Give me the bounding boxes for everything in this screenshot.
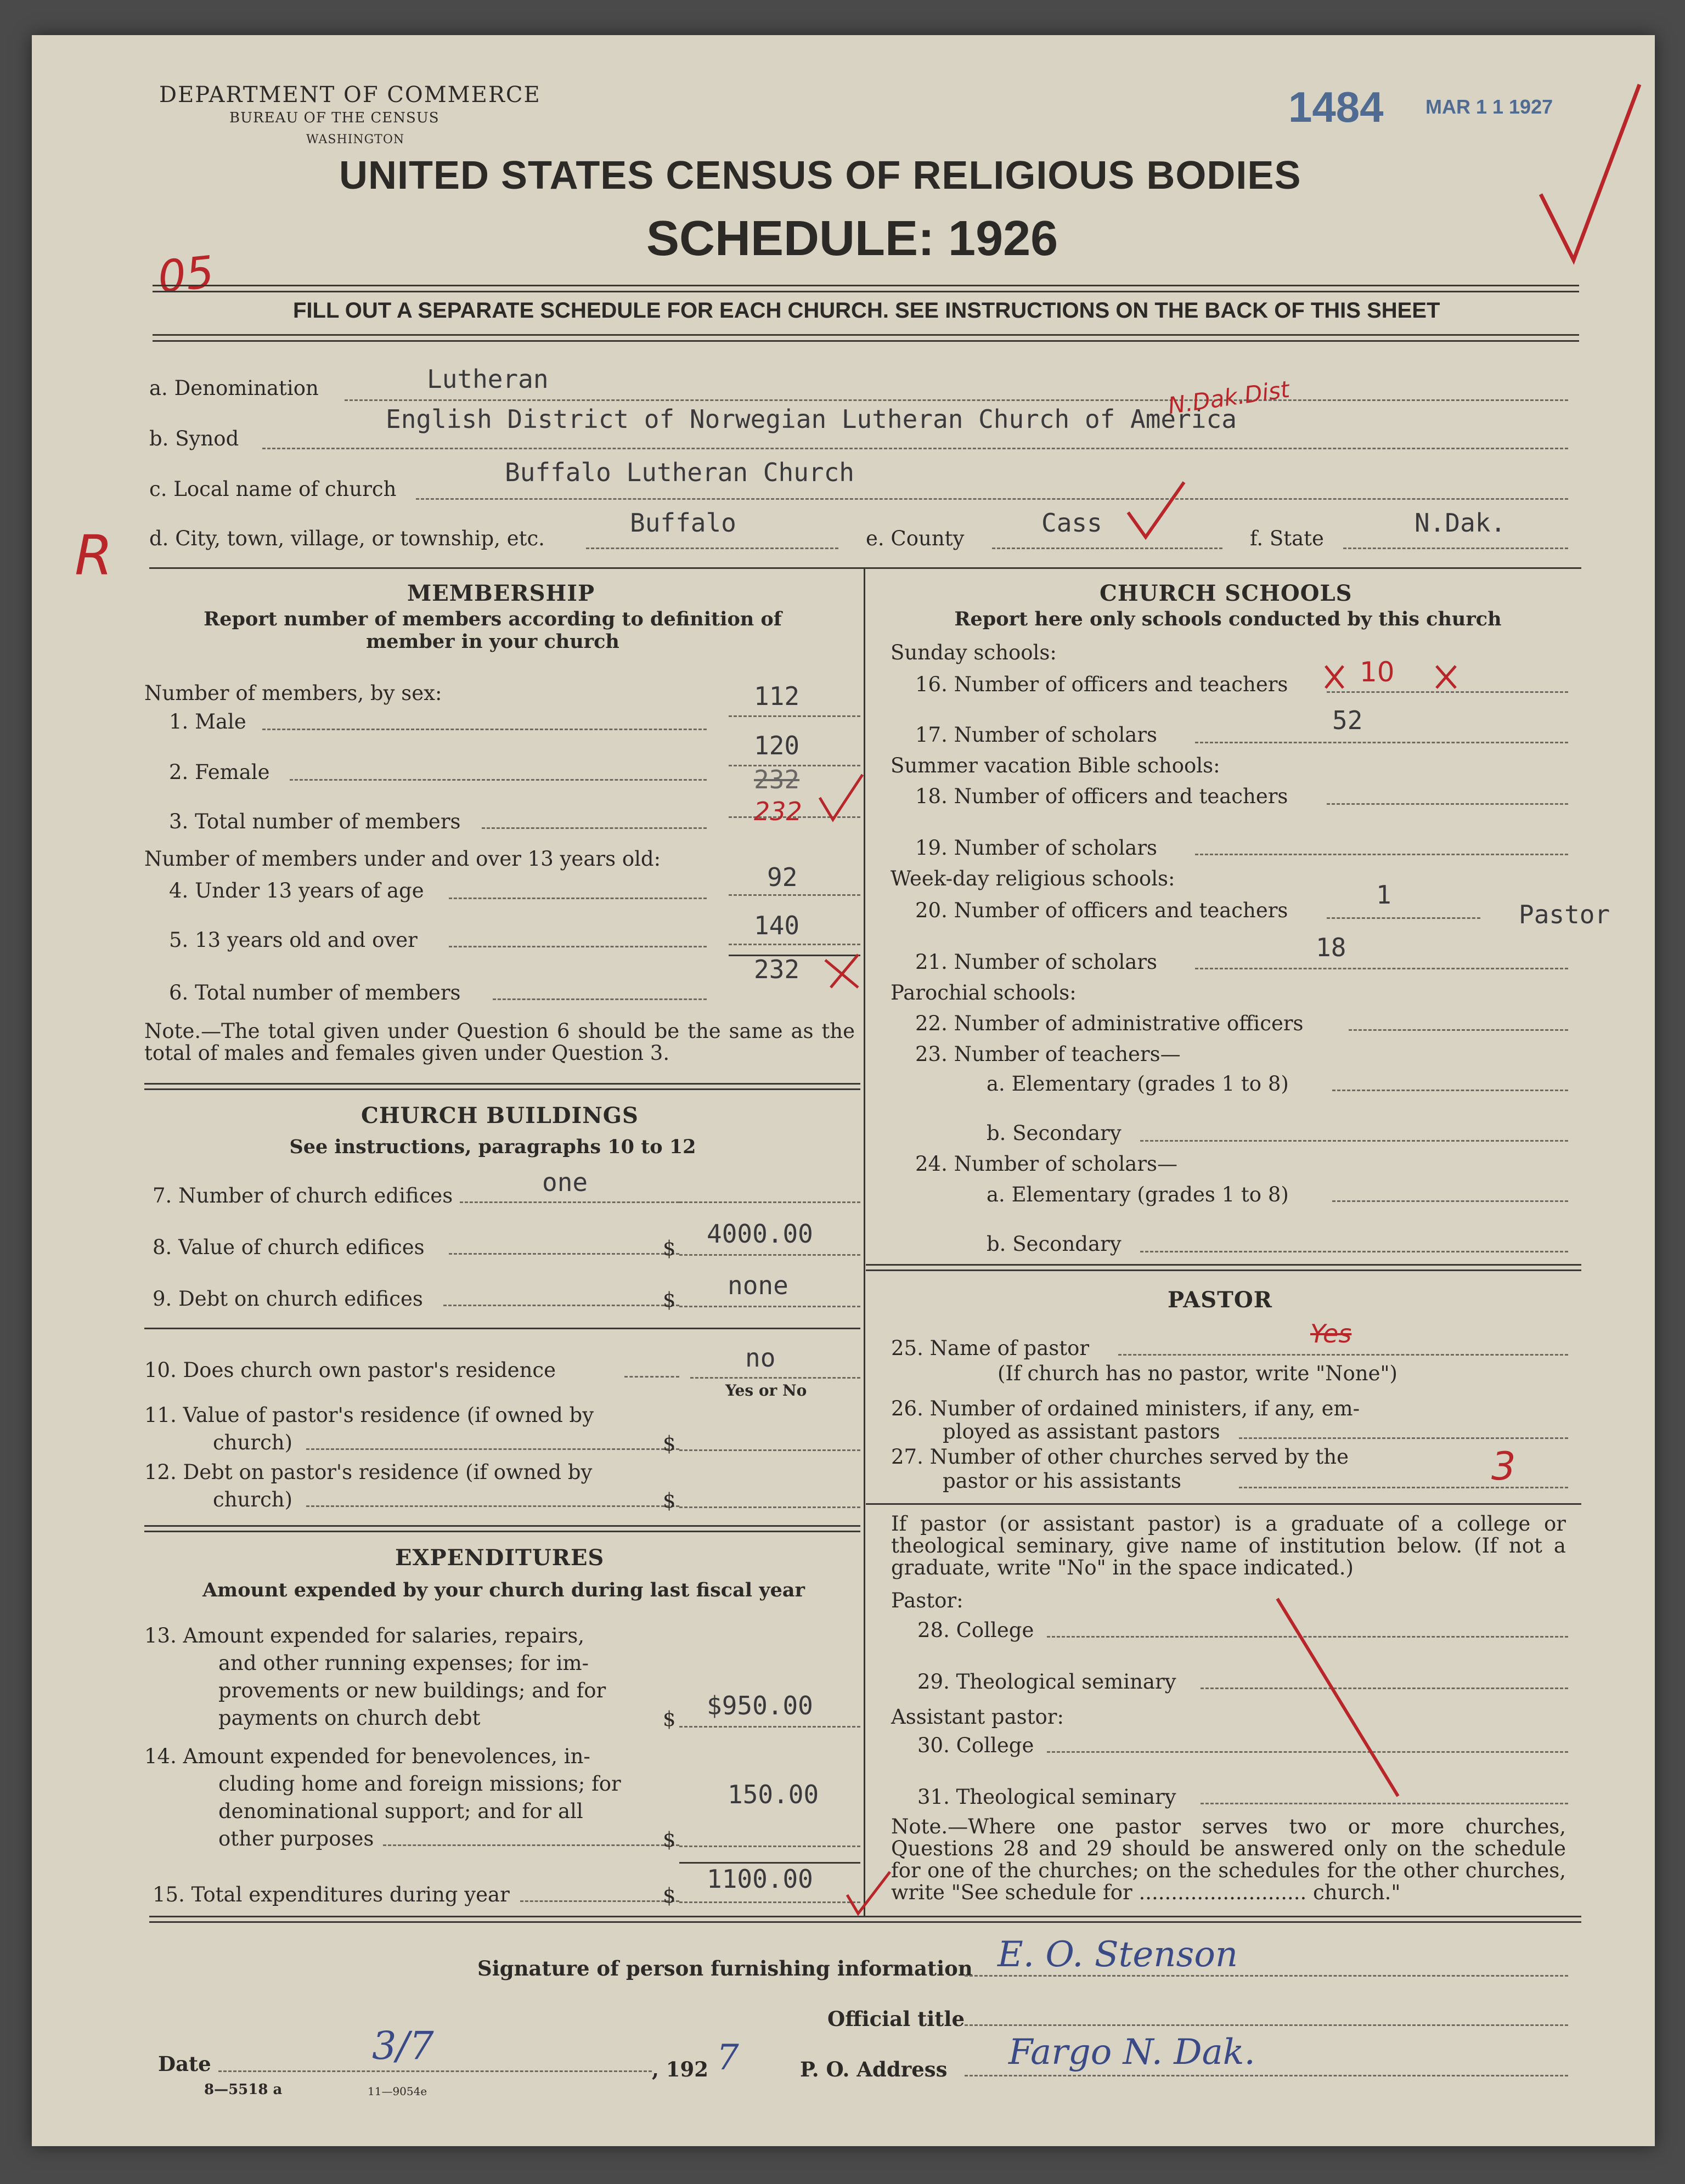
church-buildings-title: CHURCH BUILDINGS	[361, 1103, 639, 1128]
q17-label: 17. Number of scholars	[915, 723, 1158, 747]
schedule-title: SCHEDULE: 1926	[646, 211, 1058, 266]
church-name-value: Buffalo Lutheran Church	[505, 458, 854, 487]
synod-label: b. Synod	[149, 427, 239, 450]
red-check-q3	[816, 770, 866, 825]
q11-dollar: $	[663, 1432, 676, 1455]
q7-edifices-label: 7. Number of church edifices	[153, 1184, 453, 1207]
q15-total-value: 1100.00	[707, 1864, 813, 1894]
q9-debt-label: 9. Debt on church edifices	[153, 1287, 423, 1311]
city-heading: WASHINGTON	[306, 133, 405, 146]
q23b-label: b. Secondary	[987, 1121, 1122, 1145]
membership-title: MEMBERSHIP	[407, 580, 595, 606]
q24a-label: a. Elementary (grades 1 to 8)	[987, 1183, 1289, 1206]
q8-value-label: 8. Value of church edifices	[153, 1235, 425, 1259]
q14-line-1: 14. Amount expended for benevolences, in-	[144, 1745, 590, 1768]
red-code-mark: 05	[155, 246, 217, 303]
q27-label-2: pastor or his assistants	[943, 1469, 1181, 1493]
summer-schools-label: Summer vacation Bible schools:	[891, 754, 1220, 777]
q2-female-value: 120	[754, 731, 800, 760]
county-label: e. County	[866, 527, 965, 550]
county-value: Cass	[1041, 508, 1102, 538]
q3-total-value: 232	[754, 797, 802, 826]
church-schools-title: CHURCH SCHOOLS	[1100, 580, 1352, 606]
q16-label: 16. Number of officers and teachers	[915, 673, 1288, 696]
q22-label: 22. Number of administrative officers	[915, 1012, 1304, 1035]
sunday-schools-label: Sunday schools:	[891, 641, 1057, 664]
q11-value-label: 11. Value of pastor's residence (if owned by	[144, 1403, 594, 1427]
red-check-mark	[1535, 74, 1645, 271]
red-check-q15	[844, 1867, 893, 1917]
q14-line-3: denominational support; and for all	[218, 1799, 583, 1823]
print-number: 11—9054e	[368, 2085, 427, 2098]
synod-value: English District of Norwegian Lutheran Church of America	[386, 404, 1237, 434]
q28-label: 28. College	[917, 1618, 1034, 1642]
q3-struck-value: 232	[754, 765, 800, 794]
q26-label-1: 26. Number of ordained ministers, if any, em-	[891, 1397, 1360, 1420]
q6-total-label: 6. Total number of members	[169, 981, 461, 1004]
signature-value: E. O. Stenson	[998, 1934, 1238, 1975]
synod-handwritten-note: N.Dak.Dist	[1166, 375, 1292, 420]
expenditures-subtitle: Amount expended by your church during last fiscal year	[202, 1579, 805, 1601]
date-value: 3/7	[372, 2023, 434, 2068]
q12-church-label: church)	[213, 1488, 293, 1511]
city-value: Buffalo	[630, 508, 736, 538]
q31-label: 31. Theological seminary	[917, 1785, 1176, 1809]
membership-note: Note.—The total given under Question 6 should be the same as the total of males and females given under Question 3.	[144, 1019, 855, 1065]
year-prefix: , 192	[652, 2057, 708, 2081]
q1-male-label: 1. Male	[169, 710, 246, 733]
q25-label: 25. Name of pastor	[891, 1336, 1090, 1360]
q13-value: $950.00	[707, 1691, 813, 1720]
q29-label: 29. Theological seminary	[917, 1670, 1176, 1694]
q27-value: 3	[1491, 1444, 1516, 1489]
church-name-label: c. Local name of church	[149, 477, 397, 501]
pastor-sub-label: Pastor:	[891, 1589, 963, 1612]
weekday-schools-label: Week-day religious schools:	[891, 867, 1175, 890]
pastor-note: Note.—Where one pastor serves two or more churches, Questions 28 and 29 should be answered only on the schedule for one of the churches; on the schedules for the other churches, write "See schedule for .......................... church."	[891, 1815, 1566, 1904]
denomination-value: Lutheran	[427, 364, 549, 394]
q10-residence-label: 10. Does church own pastor's residence	[144, 1358, 556, 1382]
q13-line-1: 13. Amount expended for salaries, repairs,	[144, 1624, 585, 1647]
q2-female-label: 2. Female	[169, 760, 270, 784]
red-check-county	[1124, 474, 1190, 545]
q14-line-4: other purposes	[218, 1827, 374, 1850]
date-label: Date	[158, 2052, 211, 2076]
q6-total-value: 232	[754, 955, 800, 984]
department-heading: DEPARTMENT OF COMMERCE	[159, 82, 541, 108]
q17-value: 52	[1332, 706, 1363, 735]
form-number: 8—5518 a	[204, 2081, 283, 2098]
q9-debt-value: none	[728, 1271, 788, 1300]
po-address-value: Fargo N. Dak.	[1008, 2032, 1255, 2073]
q20-pastor-note: Pastor	[1519, 900, 1610, 929]
q27-label-1: 27. Number of other churches served by the	[891, 1445, 1349, 1469]
fill-out-instruction: FILL OUT A SEPARATE SCHEDULE FOR EACH CHURCH. SEE INSTRUCTIONS ON THE BACK OF THIS SHEET	[293, 298, 1440, 323]
q13-dollar: $	[663, 1707, 676, 1731]
q25-value: Yes	[1310, 1319, 1352, 1348]
q21-value: 18	[1316, 933, 1346, 962]
receipt-stamp-date: MAR 1 1 1927	[1425, 95, 1553, 118]
q4-under13-value: 92	[767, 862, 798, 892]
q23a-label: a. Elementary (grades 1 to 8)	[987, 1072, 1289, 1096]
q13-line-4: payments on church debt	[218, 1706, 481, 1730]
q1-male-value: 112	[754, 681, 800, 711]
official-title-label: Official title	[827, 2007, 965, 2031]
q24-label: 24. Number of scholars—	[915, 1152, 1178, 1176]
q23-label: 23. Number of teachers—	[915, 1042, 1181, 1066]
q12-dollar: $	[663, 1489, 676, 1513]
q12-debt-label: 12. Debt on pastor's residence (if owned by	[144, 1460, 593, 1484]
state-value: N.Dak.	[1415, 508, 1506, 538]
q8-value: 4000.00	[707, 1219, 813, 1249]
q18-label: 18. Number of officers and teachers	[915, 785, 1288, 808]
q5-over13-label: 5. 13 years old and over	[169, 928, 418, 952]
q19-label: 19. Number of scholars	[915, 836, 1158, 860]
assistant-pastor-label: Assistant pastor:	[891, 1705, 1064, 1729]
red-r-mark: R	[75, 523, 113, 588]
q20-label: 20. Number of officers and teachers	[915, 899, 1288, 922]
form-title: UNITED STATES CENSUS OF RELIGIOUS BODIES	[339, 154, 1301, 197]
q24b-label: b. Secondary	[987, 1232, 1122, 1256]
q11-church-label: church)	[213, 1431, 293, 1454]
q14-line-2: cluding home and foreign missions; for	[218, 1772, 621, 1796]
q21-label: 21. Number of scholars	[915, 950, 1158, 974]
q10-residence-value: no	[745, 1343, 776, 1373]
q15-dollar: $	[663, 1884, 676, 1908]
red-x-marks-q16	[1321, 661, 1464, 699]
members-by-sex-label: Number of members, by sex:	[144, 681, 442, 705]
q14-value: 150.00	[728, 1780, 819, 1809]
members-by-age-label: Number of members under and over 13 years old:	[144, 847, 661, 871]
denomination-label: a. Denomination	[149, 376, 319, 400]
graduate-instruction: If pastor (or assistant pastor) is a graduate of a college or theological seminary, give name of institution below. (If not a graduate, write "No" in the space indicated.)	[891, 1512, 1566, 1579]
buildings-subtitle: See instructions, paragraphs 10 to 12	[289, 1136, 696, 1158]
q13-line-3: provements or new buildings; and for	[218, 1679, 606, 1702]
red-slash-mark	[1272, 1593, 1404, 1802]
year-digit: 7	[717, 2038, 739, 2078]
bureau-heading: BUREAU OF THE CENSUS	[229, 110, 439, 126]
city-label: d. City, town, village, or township, etc.	[149, 527, 545, 550]
q16-value: 10	[1360, 656, 1395, 688]
q7-edifices-value: one	[542, 1167, 588, 1197]
q8-dollar: $	[663, 1237, 676, 1260]
q3-total-label: 3. Total number of members	[169, 810, 461, 833]
q14-dollar: $	[663, 1828, 676, 1852]
census-schedule-page	[32, 35, 1655, 2146]
q10-yes-no-hint: Yes or No	[725, 1381, 807, 1399]
parochial-schools-label: Parochial schools:	[891, 981, 1077, 1004]
membership-subtitle: Report number of members according to definition of member in your church	[204, 608, 782, 653]
schools-subtitle: Report here only schools conducted by this church	[954, 608, 1502, 630]
expenditures-title: EXPENDITURES	[395, 1545, 605, 1571]
receipt-stamp-number: 1484	[1288, 83, 1384, 131]
pastor-title: PASTOR	[1168, 1287, 1272, 1313]
q5-over13-value: 140	[754, 911, 800, 940]
state-label: f. State	[1250, 527, 1324, 550]
po-address-label: P. O. Address	[800, 2057, 948, 2081]
q20-value: 1	[1376, 880, 1391, 910]
q4-under13-label: 4. Under 13 years of age	[169, 879, 424, 902]
q13-line-2: and other running expenses; for im-	[218, 1651, 589, 1675]
signature-label: Signature of person furnishing information	[477, 1956, 973, 1980]
q25-hint: (If church has no pastor, write "None")	[998, 1362, 1397, 1385]
q26-label-2: ployed as assistant pastors	[943, 1420, 1220, 1443]
q15-total-label: 15. Total expenditures during year	[153, 1883, 510, 1906]
red-x-q6	[820, 949, 864, 993]
q30-label: 30. College	[917, 1734, 1034, 1757]
q9-dollar: $	[663, 1288, 676, 1312]
